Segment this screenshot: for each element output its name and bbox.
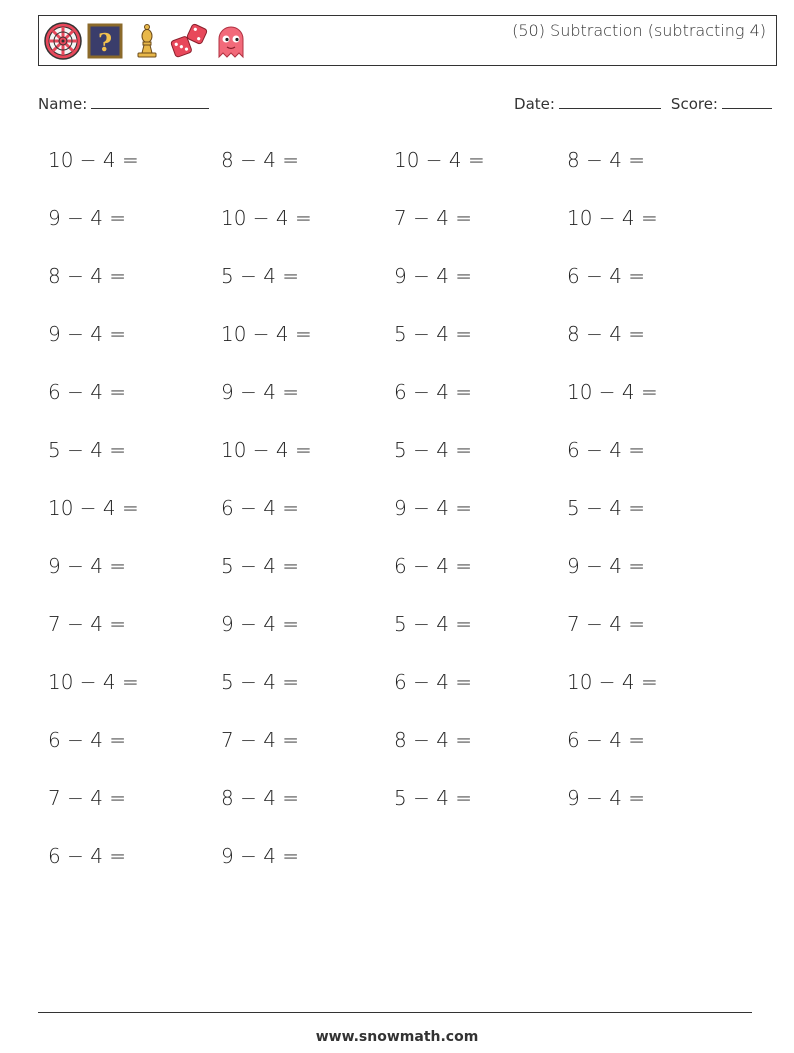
name-field[interactable] bbox=[91, 94, 209, 109]
math-problem: 9 − 4 = bbox=[48, 322, 127, 346]
math-problem: 5 − 4 = bbox=[48, 438, 127, 462]
dartboard-icon bbox=[43, 21, 83, 61]
math-problem: 10 − 4 = bbox=[48, 670, 139, 694]
math-problem: 7 − 4 = bbox=[221, 728, 300, 752]
date-field[interactable] bbox=[559, 94, 661, 109]
score-field[interactable] bbox=[722, 94, 772, 109]
math-problem: 10 − 4 = bbox=[48, 496, 139, 520]
math-problem: 6 − 4 = bbox=[221, 496, 300, 520]
math-problem: 5 − 4 = bbox=[221, 554, 300, 578]
chess-bishop-icon bbox=[127, 21, 167, 61]
math-problem: 10 − 4 = bbox=[221, 438, 312, 462]
math-problem: 5 − 4 = bbox=[221, 670, 300, 694]
math-problem: 9 − 4 = bbox=[567, 786, 646, 810]
math-problem: 9 − 4 = bbox=[48, 554, 127, 578]
worksheet-title: (50) Subtraction (subtracting 4) bbox=[512, 21, 766, 40]
math-problem: 8 − 4 = bbox=[394, 728, 473, 752]
math-problem: 9 − 4 = bbox=[221, 380, 300, 404]
math-problem: 6 − 4 = bbox=[394, 554, 473, 578]
math-problem: 10 − 4 = bbox=[567, 670, 658, 694]
svg-text:?: ? bbox=[97, 28, 113, 57]
footer-website: www.snowmath.com bbox=[315, 1029, 479, 1045]
math-problem: 6 − 4 = bbox=[567, 264, 646, 288]
math-problem: 9 − 4 = bbox=[221, 844, 300, 868]
math-problem: 7 − 4 = bbox=[48, 612, 127, 636]
math-problem: 6 − 4 = bbox=[48, 380, 127, 404]
math-problem: 9 − 4 = bbox=[394, 496, 473, 520]
math-problem: 8 − 4 = bbox=[567, 322, 646, 346]
worksheet-header bbox=[38, 15, 777, 66]
score-label: Score: bbox=[670, 95, 718, 113]
math-problem: 10 − 4 = bbox=[221, 206, 312, 230]
date-score-section bbox=[514, 94, 772, 113]
math-problem: 5 − 4 = bbox=[394, 438, 473, 462]
math-problem: 5 − 4 = bbox=[394, 612, 473, 636]
math-problem: 6 − 4 = bbox=[394, 380, 473, 404]
math-problem: 9 − 4 = bbox=[394, 264, 473, 288]
math-problem: 9 − 4 = bbox=[221, 612, 300, 636]
student-info-row bbox=[38, 94, 772, 116]
math-problem: 5 − 4 = bbox=[221, 264, 300, 288]
math-problem: 8 − 4 = bbox=[48, 264, 127, 288]
math-problem: 9 − 4 = bbox=[48, 206, 127, 230]
math-problem: 6 − 4 = bbox=[48, 728, 127, 752]
math-problem: 10 − 4 = bbox=[48, 148, 139, 172]
math-problem: 9 − 4 = bbox=[567, 554, 646, 578]
footer-divider bbox=[38, 1012, 752, 1013]
math-problem: 7 − 4 = bbox=[394, 206, 473, 230]
ghost-icon bbox=[211, 21, 251, 61]
math-problem: 6 − 4 = bbox=[567, 438, 646, 462]
math-problem: 10 − 4 = bbox=[567, 206, 658, 230]
math-problem: 6 − 4 = bbox=[567, 728, 646, 752]
math-problem: 7 − 4 = bbox=[567, 612, 646, 636]
name-section bbox=[38, 94, 209, 113]
dice-icon bbox=[169, 21, 209, 61]
math-problem: 5 − 4 = bbox=[394, 322, 473, 346]
math-problem: 5 − 4 = bbox=[394, 786, 473, 810]
name-label: Name: bbox=[38, 95, 88, 113]
math-problem: 10 − 4 = bbox=[567, 380, 658, 404]
math-problem: 8 − 4 = bbox=[567, 148, 646, 172]
question-mark-icon bbox=[85, 21, 125, 61]
header-icons bbox=[43, 21, 253, 61]
math-problem: 7 − 4 = bbox=[48, 786, 127, 810]
math-problem: 6 − 4 = bbox=[394, 670, 473, 694]
math-problem: 10 − 4 = bbox=[394, 148, 485, 172]
math-problem: 8 − 4 = bbox=[221, 786, 300, 810]
math-problem: 6 − 4 = bbox=[48, 844, 127, 868]
math-problem: 5 − 4 = bbox=[567, 496, 646, 520]
math-problem: 8 − 4 = bbox=[221, 148, 300, 172]
date-label: Date: bbox=[514, 95, 555, 113]
math-problem: 10 − 4 = bbox=[221, 322, 312, 346]
